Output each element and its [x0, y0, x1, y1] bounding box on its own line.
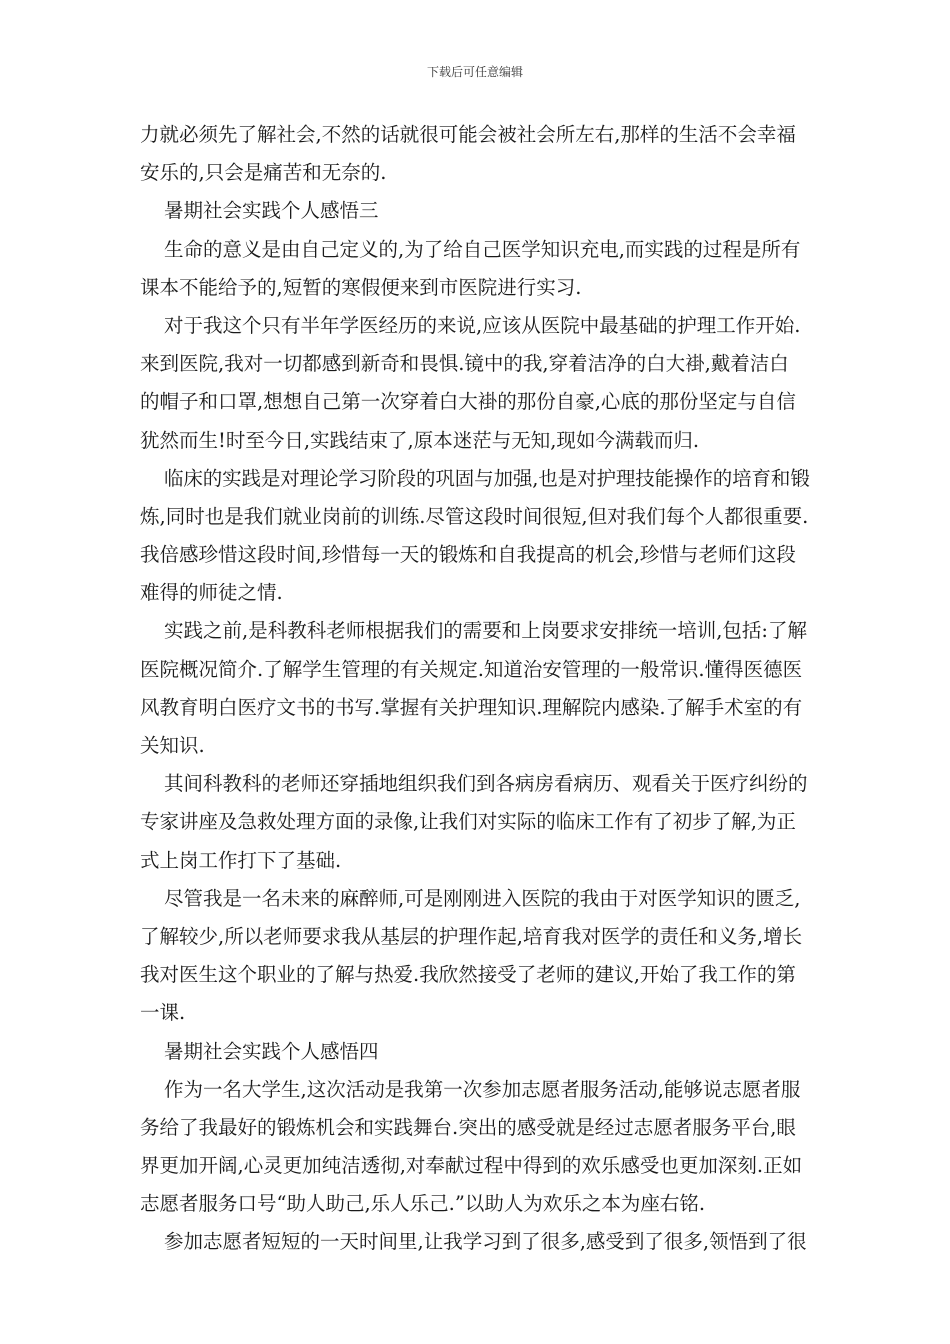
text-line: 界更加开阔,心灵更加纯洁透彻,对奉献过程中得到的欢乐感受也更加深刻.正如: [140, 1154, 803, 1178]
text-line: 的帽子和口罩,想想自己第一次穿着白大褂的那份自豪,心底的那份坚定与自信: [140, 390, 796, 414]
text-line: 来到医院,我对一切都感到新奇和畏惧.镜中的我,穿着洁净的白大褂,戴着洁白: [140, 352, 789, 376]
text-line: 了解较少,所以老师要求我从基层的护理作起,培育我对医学的责任和义务,增长: [140, 924, 803, 948]
text-line: 力就必须先了解社会,不然的话就很可能会被社会所左右,那样的生活不会幸福: [140, 123, 796, 146]
text-line: 对于我这个只有半年学医经历的来说,应该从医院中最基础的护理工作开始.: [164, 313, 801, 337]
text-line: 临床的实践是对理论学习阶段的巩固与加强,也是对护理技能操作的培育和锻: [164, 466, 810, 490]
text-line: 作为一名大学生,这次活动是我第一次参加志愿者服务活动,能够说志愿者服: [164, 1077, 801, 1101]
page-header: 下载后可任意编辑: [426, 65, 523, 79]
text-line: 其间科教科的老师还穿插地组织我们到各病房看病历、观看关于医疗纠纷的: [164, 772, 808, 796]
text-line: 课本不能给予的,短暂的寒假便来到市医院进行实习.: [140, 275, 582, 299]
text-line: 专家讲座及急救处理方面的录像,让我们对实际的临床工作有了初步了解,为正: [140, 810, 796, 834]
text-line: 式上岗工作打下了基础.: [140, 848, 342, 872]
text-line: 参加志愿者短短的一天时间里,让我学习到了很多,感受到了很多,领悟到了很: [164, 1230, 807, 1254]
text-line: 志愿者服务口号“助人助己,乐人乐己.”以助人为欢乐之本为座右铭.: [140, 1192, 706, 1216]
text-line: 安乐的,只会是痛苦和无奈的.: [140, 161, 387, 185]
text-line: 务给了我最好的锻炼机会和实践舞台.突出的感受就是经过志愿者服务平台,眼: [140, 1115, 796, 1139]
text-line: 我倍感珍惜这段时间,珍惜每一天的锻炼和自我提高的机会,珍惜与老师们这段: [140, 543, 796, 567]
text-line: 一课.: [140, 1001, 186, 1025]
text-line: 暑期社会实践个人感悟四: [164, 1039, 379, 1063]
text-line: 尽管我是一名未来的麻醉师,可是刚刚进入医院的我由于对医学知识的匮乏,: [164, 886, 801, 910]
text-line: 实践之前,是科教科老师根据我们的需要和上岗要求安排统一培训,包括:了解: [164, 619, 807, 643]
text-line: 医院概况简介.了解学生管理的有关规定.知道治安管理的一般常识.懂得医德医: [140, 657, 803, 681]
text-line: 难得的师徒之情.: [140, 581, 283, 605]
text-line: 关知识.: [140, 734, 205, 757]
text-line: 犹然而生!时至今日,实践结束了,原本迷茫与无知,现如今满载而归.: [140, 428, 700, 452]
text-line: 我对医生这个职业的了解与热爱.我欣然接受了老师的建议,开始了我工作的第: [140, 963, 796, 987]
text-line: 风教育明白医疗文书的书写.掌握有关护理知识.理解院内感染.了解手术室的有: [140, 695, 803, 719]
text-line: 炼,同时也是我们就业岗前的训练.尽管这段时间很短,但对我们每个人都很重要.: [140, 504, 809, 528]
text-line: 生命的意义是由自己定义的,为了给自己医学知识充电,而实践的过程是所有: [164, 237, 801, 261]
text-line: 暑期社会实践个人感悟三: [164, 199, 379, 223]
document-body: [140, 116, 810, 1262]
